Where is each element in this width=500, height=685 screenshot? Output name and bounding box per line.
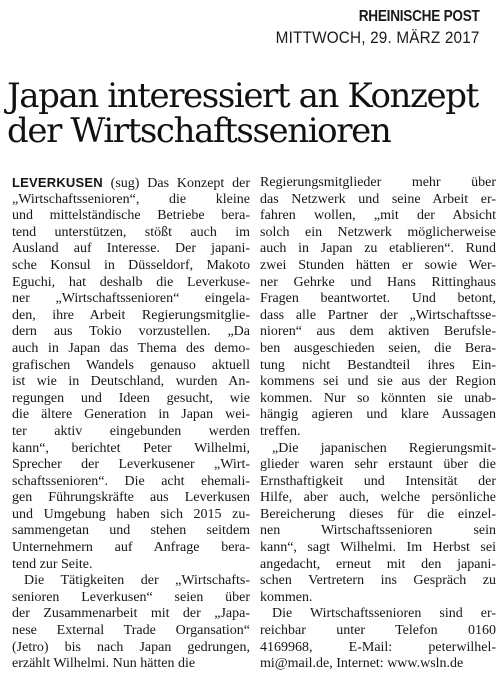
right-column-line: solch ein Netzwerk möglicherweise <box>260 224 496 240</box>
left-column-line: grafischen Wandels genauso aktuell <box>12 357 250 373</box>
left-column-line: tend unterstützen, stößt auch im <box>12 224 250 240</box>
left-column-line: den, ihre Arbeit Regierungsmitglie- <box>12 307 250 323</box>
right-column-line: „Die japanischen Regierungsmit- <box>272 440 496 456</box>
left-column-line: senioren Leverkusen“ seien über <box>12 589 250 605</box>
right-column-line: Bereicherung dieses für die einzel- <box>260 506 496 522</box>
left-column-line: Eguchi, hat deshalb die Leverkuse- <box>12 274 250 290</box>
right-column-line: tung nicht Bestandteil ihres Ein- <box>260 357 496 373</box>
left-column-line: (Jetro) bis nach Japan gedrungen, <box>12 639 250 655</box>
right-column-line: Fragen beantwortet. Und betont, <box>260 291 496 307</box>
left-column-line: und Umgebung haben sich 2015 zu- <box>12 506 250 522</box>
right-column-line: nen Wirtschaftssenioren sein <box>260 523 496 539</box>
article-headline <box>7 76 497 151</box>
headline-line-2: der Wirtschaftssenioren <box>7 111 391 151</box>
right-column-line: hängig agieren und klare Aussagen <box>260 407 496 423</box>
right-column-line: fahren wollen, „mit der Absicht <box>260 208 496 224</box>
left-column-line: regungen und Ideen gesucht, wie <box>12 390 250 406</box>
right-column-line: kommens sei und sie aus der Region <box>260 374 496 390</box>
left-column-line: sche Konsul in Düsseldorf, Makoto <box>12 257 250 273</box>
left-column-line: sammengetan und stehen seitdem <box>12 523 250 539</box>
headline-line-1: Japan interessiert an Konzept <box>7 76 478 116</box>
left-column-line: schaftssenioren“. Die acht ehemali- <box>12 473 250 489</box>
right-column-line: kommen. Nur so könnten sie unab- <box>260 390 496 406</box>
left-column-line: nese External Trade Organsation“ <box>12 623 250 639</box>
left-column-line: Ausland auf Interesse. Der japani- <box>12 241 250 257</box>
left-column-line: gen Führungskräfte aus Leverkusen <box>12 490 250 506</box>
right-column-line: Ernsthaftigkeit und Intensität der <box>260 473 496 489</box>
right-column-line: reichbar unter Telefon 0160 <box>260 623 496 639</box>
right-column-line: treffen. <box>260 423 301 439</box>
right-column-line: kommen. <box>260 589 313 605</box>
left-column-line: erzählt Wilhelmi. Nun hätten die <box>12 656 196 672</box>
left-column-line: „Wirtschaftssenioren“, die kleine <box>12 191 250 207</box>
right-column-line: glieder waren sehr erstaunt über die <box>260 457 496 473</box>
left-column-line: ner „Wirtschaftssenioren“ eingela- <box>12 291 250 307</box>
left-column-line: kann“, berichtet Peter Wilhelmi, <box>12 440 250 456</box>
left-column-line: und mittelständische Betriebe bera- <box>12 208 250 224</box>
right-column-line: auch in Japan zu etablieren“. Rund <box>260 241 496 257</box>
newspaper-name: RHEINISCHE POST <box>359 8 480 25</box>
right-column-line: nioren“ aus dem aktiven Berufsle- <box>260 324 496 340</box>
right-column-line: Hilfe, aber auch, welche persönliche <box>260 490 496 506</box>
article-text: (sug) Das Konzept der <box>102 176 250 191</box>
left-column-line: tend zur Seite. <box>12 556 93 572</box>
left-column-line: die ältere Generation in Japan wei- <box>12 407 250 423</box>
right-column-line: dass alle Partner der „Wirtschaftsse- <box>260 307 496 323</box>
left-column-line: der Zusammenarbeit mit der „Japa- <box>12 606 250 622</box>
right-column-line: zwei Stunden hätten er sowie Wer- <box>260 257 496 273</box>
left-column-line: ist wie in Deutschland, wurden An- <box>12 374 250 390</box>
left-column-line: Sprecher der Leverkusener „Wirt- <box>12 457 250 473</box>
publication-date: MITTWOCH, 29. MÄRZ 2017 <box>276 28 480 47</box>
right-column-line: 4169968, E-Mail: peterwilhel- <box>260 639 496 655</box>
article-column-left <box>12 175 250 673</box>
left-column-line: Die Tätigkeiten der „Wirtschafts- <box>24 573 250 589</box>
right-column-line: mi@mail.de, Internet: www.wsln.de <box>260 656 464 672</box>
right-column-line: das Netzwerk und seine Arbeit er- <box>260 191 496 207</box>
right-column-line: schen Vertretern ins Gespräch zu <box>260 573 496 589</box>
right-column-line: kann“, sagt Wilhelmi. Im Herbst sei <box>260 540 496 556</box>
dateline: LEVERKUSEN <box>12 175 103 190</box>
right-column-line: angedacht, erneut mit den japani- <box>260 556 496 572</box>
left-column-line: ter aktiv eingebunden werden <box>12 423 250 439</box>
left-column-line: dern aus Tokio vorzustellen. „Da <box>12 324 250 340</box>
right-column-line: ner Gehrke und Hans Rittinghaus <box>260 274 496 290</box>
left-column-line <box>12 175 250 192</box>
right-column-line: Die Wirtschaftssenioren sind er- <box>272 606 496 622</box>
masthead <box>253 8 480 48</box>
article-column-right <box>260 175 496 673</box>
left-column-line: auch in Japan das Thema des demo- <box>12 340 250 356</box>
right-column-line: Regierungsmitglieder mehr über <box>260 175 496 190</box>
left-column-line: Unternehmern auf Anfrage bera- <box>12 540 250 556</box>
right-column-line: ben ausgeschieden seien, die Bera- <box>260 340 496 356</box>
